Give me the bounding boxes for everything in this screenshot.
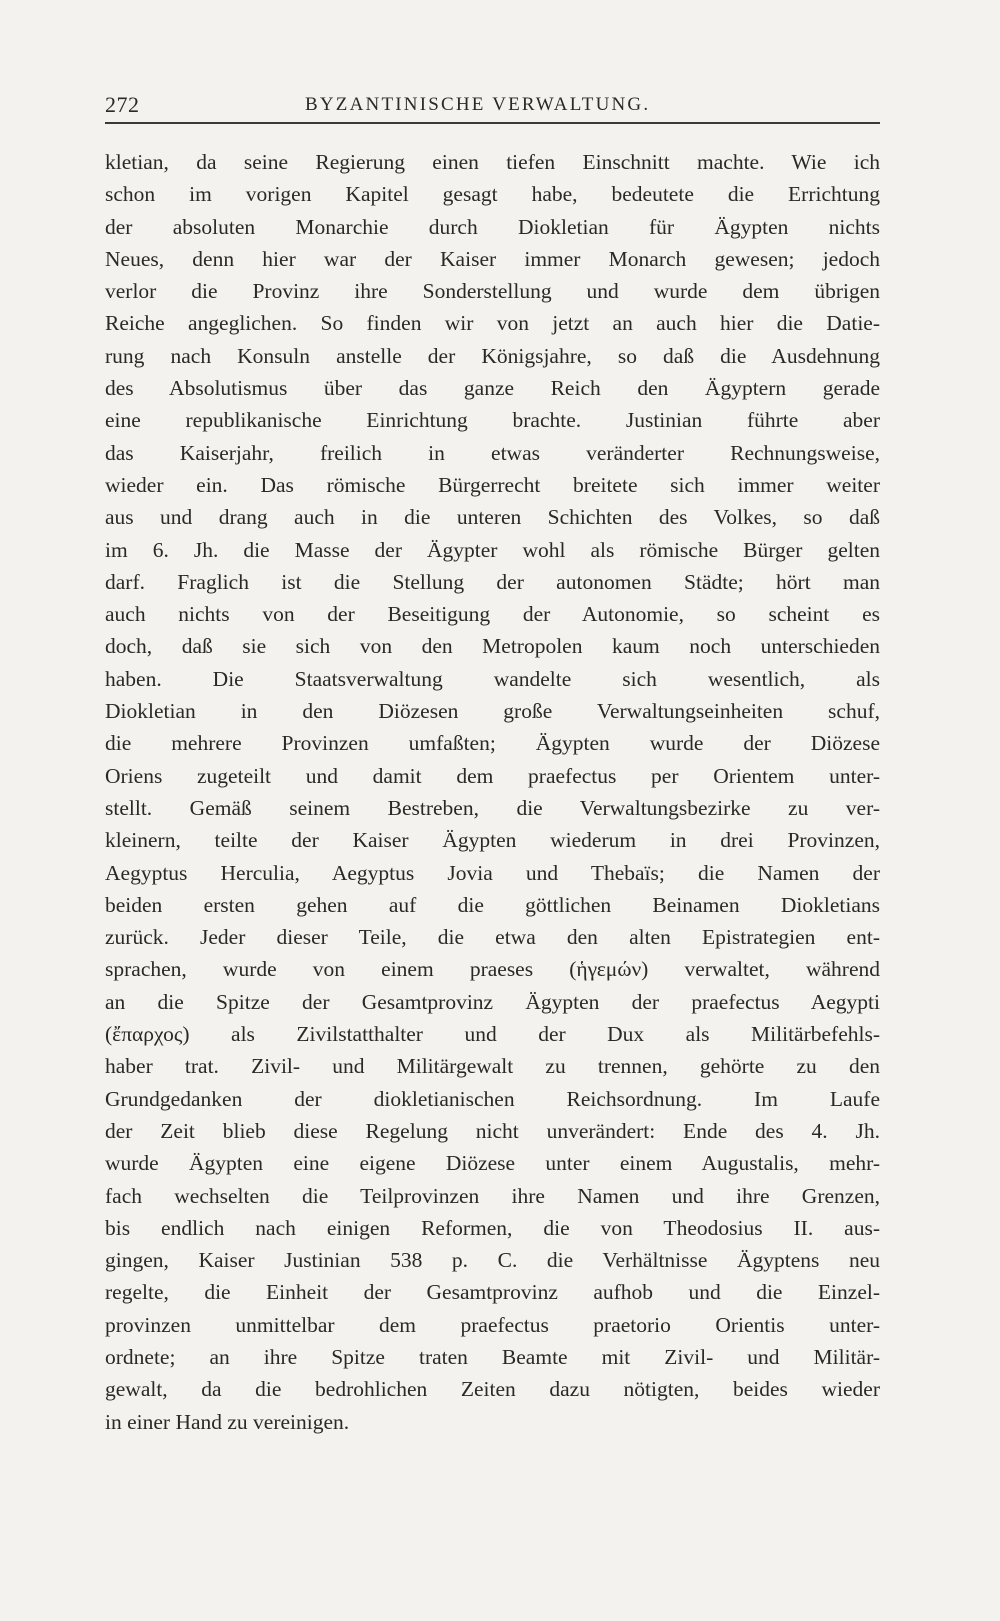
text-line: wurde Ägypten eine eigene Diözese unter einem Augustalis, mehr- bbox=[105, 1151, 880, 1176]
text-line: aus und drang auch in die unteren Schichten des Volkes, so daß bbox=[105, 505, 880, 530]
text-line: verlor die Provinz ihre Sonderstellung und wurde dem übrigen bbox=[105, 279, 880, 304]
text-line: auch nichts von der Beseitigung der Autonomie, so scheint es bbox=[105, 602, 880, 627]
running-head bbox=[105, 88, 880, 124]
text-line: kleinern, teilte der Kaiser Ägypten wiederum in drei Provinzen, bbox=[105, 828, 880, 853]
text-line: sprachen, wurde von einem praeses (ἡγεμών) verwaltet, während bbox=[105, 957, 880, 982]
text-line: bis endlich nach einigen Reformen, die von Theodosius II. aus- bbox=[105, 1215, 880, 1240]
text-line: darf. Fraglich ist die Stellung der autonomen Städte; hört man bbox=[105, 569, 880, 594]
text-line: fach wechselten die Teilprovinzen ihre Namen und ihre Grenzen, bbox=[105, 1183, 880, 1208]
text-line: gewalt, da die bedrohlichen Zeiten dazu nötigten, beides wieder bbox=[105, 1377, 880, 1402]
text-line: der Zeit blieb diese Regelung nicht unverändert: Ende des 4. Jh. bbox=[105, 1118, 880, 1143]
text-line: an die Spitze der Gesamtprovinz Ägypten der praefectus Aegypti bbox=[105, 989, 880, 1014]
text-line: ordnete; an ihre Spitze traten Beamte mit Zivil- und Militär- bbox=[105, 1344, 880, 1369]
text-line: Neues, denn hier war der Kaiser immer Monarch gewesen; jedoch bbox=[105, 246, 880, 271]
text-line: (ἔπαρχος) als Zivilstatthalter und der Dux als Militärbefehls- bbox=[105, 1022, 880, 1047]
text-line: haben. Die Staatsverwaltung wandelte sich wesentlich, als bbox=[105, 666, 880, 691]
text-line: regelte, die Einheit der Gesamtprovinz aufhob und die Einzel- bbox=[105, 1280, 880, 1305]
text-line: haber trat. Zivil- und Militärgewalt zu trennen, gehörte zu den bbox=[105, 1054, 880, 1079]
text-line: beiden ersten gehen auf die göttlichen Beinamen Diokletians bbox=[105, 892, 880, 917]
text-line: im 6. Jh. die Masse der Ägypter wohl als römische Bürger gelten bbox=[105, 537, 880, 562]
text-line: Oriens zugeteilt und damit dem praefectus per Orientem unter- bbox=[105, 763, 880, 788]
text-line: eine republikanische Einrichtung brachte. Justinian führte aber bbox=[105, 408, 880, 433]
text-line: Diokletian in den Diözesen große Verwaltungseinheiten schuf, bbox=[105, 699, 880, 724]
text-line: zurück. Jeder dieser Teile, die etwa den alten Epistrategien ent- bbox=[105, 925, 880, 950]
text-line: der absoluten Monarchie durch Diokletian für Ägypten nichts bbox=[105, 214, 880, 239]
text-line: in einer Hand zu vereinigen. bbox=[105, 1409, 350, 1434]
text-line: wieder ein. Das römische Bürgerrecht breitete sich immer weiter bbox=[105, 472, 880, 497]
text-line: provinzen unmittelbar dem praefectus praetorio Orientis unter- bbox=[105, 1312, 880, 1337]
text-line: rung nach Konsuln anstelle der Königsjahre, so daß die Ausdehnung bbox=[105, 343, 880, 368]
page-number: 272 bbox=[105, 92, 140, 117]
text-line: des Absolutismus über das ganze Reich den Ägyptern gerade bbox=[105, 376, 880, 401]
text-line: doch, daß sie sich von den Metropolen kaum noch unterschieden bbox=[105, 634, 880, 659]
text-line: Grundgedanken der diokletianischen Reichsordnung. Im Laufe bbox=[105, 1086, 880, 1111]
text-line: Reiche angeglichen. So finden wir von jetzt an auch hier die Datie- bbox=[105, 311, 880, 336]
text-line: kletian, da seine Regierung einen tiefen Einschnitt machte. Wie ich bbox=[105, 150, 880, 174]
body-paragraph bbox=[105, 146, 880, 1438]
text-line: Aegyptus Herculia, Aegyptus Jovia und Thebaïs; die Namen der bbox=[105, 860, 880, 885]
running-title: BYZANTINISCHE VERWALTUNG. bbox=[305, 94, 651, 115]
text-line: gingen, Kaiser Justinian 538 p. C. die Verhältnisse Ägyptens neu bbox=[105, 1248, 880, 1273]
text-line: stellt. Gemäß seinem Bestreben, die Verwaltungsbezirke zu ver- bbox=[105, 795, 880, 820]
text-line: das Kaiserjahr, freilich in etwas veränderter Rechnungsweise, bbox=[105, 440, 880, 465]
text-line: schon im vorigen Kapitel gesagt habe, bedeutete die Errichtung bbox=[105, 182, 880, 207]
text-line: die mehrere Provinzen umfaßten; Ägypten wurde der Diözese bbox=[105, 731, 880, 756]
